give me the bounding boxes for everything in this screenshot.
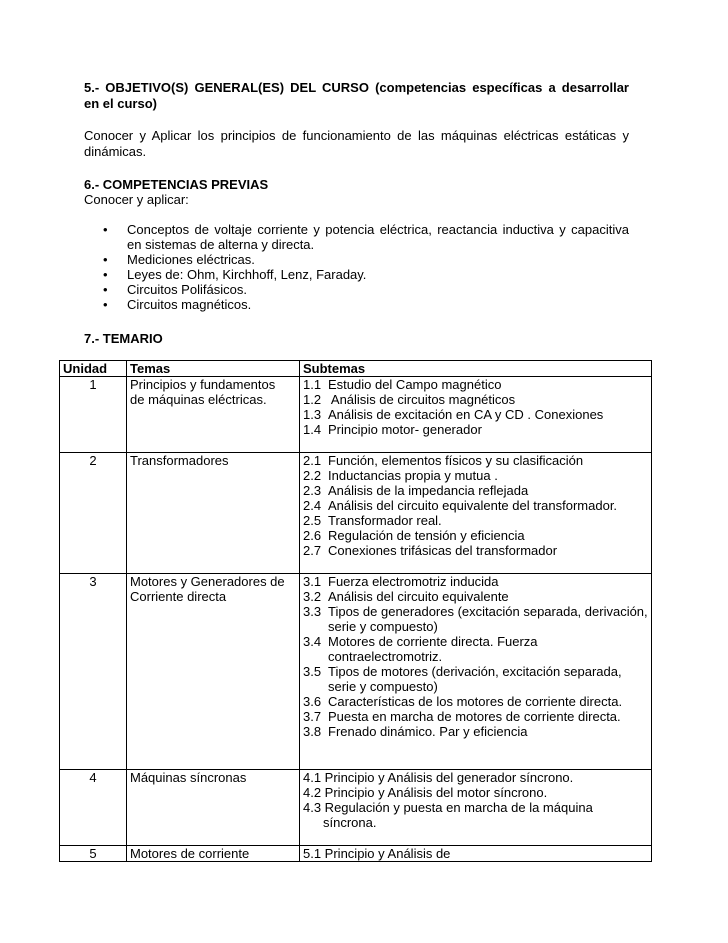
bullet-icon: • — [103, 297, 108, 312]
list-item: • Circuitos magnéticos. — [103, 297, 252, 312]
bullet-icon: • — [103, 267, 108, 282]
unit-subtopics — [300, 846, 652, 862]
unit-topic: Motores de corriente — [127, 846, 300, 862]
subtopic: 4.3 Regulación y puesta en marcha de la máquina síncrona. — [303, 800, 593, 830]
unit-number: 4 — [60, 770, 127, 846]
subtopic: 1.4 Principio motor- generador — [303, 422, 482, 437]
bullet-icon: • — [103, 282, 108, 297]
column-header-temas: Temas — [127, 361, 300, 377]
table-header-row — [60, 361, 652, 377]
unit-number: 5 — [60, 846, 127, 862]
table-row — [60, 574, 652, 770]
objective-body-line2: dinámicas. — [84, 144, 147, 159]
table-row — [60, 377, 652, 453]
subtopic: 2.2 Inductancias propia y mutua . — [303, 468, 498, 483]
unit-subtopics — [300, 770, 652, 846]
unit-topic: Principios y fundamentos de máquinas eléctricas. — [127, 377, 300, 453]
unit-subtopics — [300, 453, 652, 574]
subtopic: 3.5 Tipos de motores (derivación, excitación separada, serie y compuesto) — [303, 664, 622, 694]
subtopic: 2.6 Regulación de tensión y eficiencia — [303, 528, 525, 543]
table-row — [60, 770, 652, 846]
subtopic: 3.6 Características de los motores de corriente directa. — [303, 694, 623, 709]
prior-competencies-intro: Conocer y aplicar: — [84, 192, 189, 207]
subtopic: 5.1 Principio y Análisis de — [303, 846, 451, 861]
subtopic: 4.2 Principio y Análisis del motor síncrono. — [303, 785, 548, 800]
subtopic: 2.7 Conexiones trifásicas del transformador — [303, 543, 558, 558]
subtopic: 1.3 Análisis de excitación en CA y CD . Conexiones — [303, 407, 604, 422]
subtopic: 3.7 Puesta en marcha de motores de corriente directa. — [303, 709, 621, 724]
subtopic: 2.3 Análisis de la impedancia reflejada — [303, 483, 529, 498]
table-row — [60, 453, 652, 574]
unit-number: 3 — [60, 574, 127, 770]
unit-topic: Máquinas síncronas — [127, 770, 300, 846]
column-header-unidad: Unidad — [60, 361, 127, 377]
subtopic: 2.5 Transformador real. — [303, 513, 442, 528]
subtopic: 3.1 Fuerza electromotriz inducida — [303, 574, 499, 589]
unit-topic: Motores y Generadores de Corriente directa — [127, 574, 300, 770]
column-header-subtemas: Subtemas — [300, 361, 652, 377]
prior-competencies-heading: 6.- COMPETENCIAS PREVIAS — [84, 177, 269, 192]
subtopic: 3.4 Motores de corriente directa. Fuerza contraelectromotriz. — [303, 634, 538, 664]
temario-heading: 7.- TEMARIO — [84, 331, 163, 346]
objective-heading-line1: 5.- OBJETIVO(S) GENERAL(ES) DEL CURSO (competencias específicas a desarrollar — [84, 80, 629, 95]
list-item: • Conceptos de voltaje corriente y potencia eléctrica, reactancia inductiva y capacitiva en sistemas de alterna y directa. — [103, 222, 629, 252]
subtopic: 2.4 Análisis del circuito equivalente del transformador. — [303, 498, 618, 513]
unit-topic: Transformadores — [127, 453, 300, 574]
prior-competencies-list — [84, 222, 629, 312]
subtopic: 3.8 Frenado dinámico. Par y eficiencia — [303, 724, 528, 739]
subtopic: 2.1 Función, elementos físicos y su clasificación — [303, 453, 584, 468]
unit-subtopics — [300, 574, 652, 770]
table-row — [60, 846, 652, 862]
unit-subtopics — [300, 377, 652, 453]
list-item: • Leyes de: Ohm, Kirchhoff, Lenz, Faraday. — [103, 267, 367, 282]
list-item: • Mediciones eléctricas. — [103, 252, 255, 267]
subtopic: 1.1 Estudio del Campo magnético — [303, 377, 502, 392]
bullet-icon: • — [103, 222, 108, 237]
objective-heading-line2: en el curso) — [84, 96, 157, 111]
subtopic: 1.2 Análisis de circuitos magnéticos — [303, 392, 516, 407]
bullet-icon: • — [103, 252, 108, 267]
subtopic: 4.1 Principio y Análisis del generador síncrono. — [303, 770, 574, 785]
subtopic: 3.3 Tipos de generadores (excitación separada, derivación, serie y compuesto) — [303, 604, 648, 634]
list-item: • Circuitos Polifásicos. — [103, 282, 247, 297]
unit-number: 1 — [60, 377, 127, 453]
subtopic: 3.2 Análisis del circuito equivalente — [303, 589, 509, 604]
objective-body-line1: Conocer y Aplicar los principios de funcionamiento de las máquinas eléctricas estáticas y — [84, 128, 629, 143]
temario-table — [59, 360, 652, 862]
unit-number: 2 — [60, 453, 127, 574]
